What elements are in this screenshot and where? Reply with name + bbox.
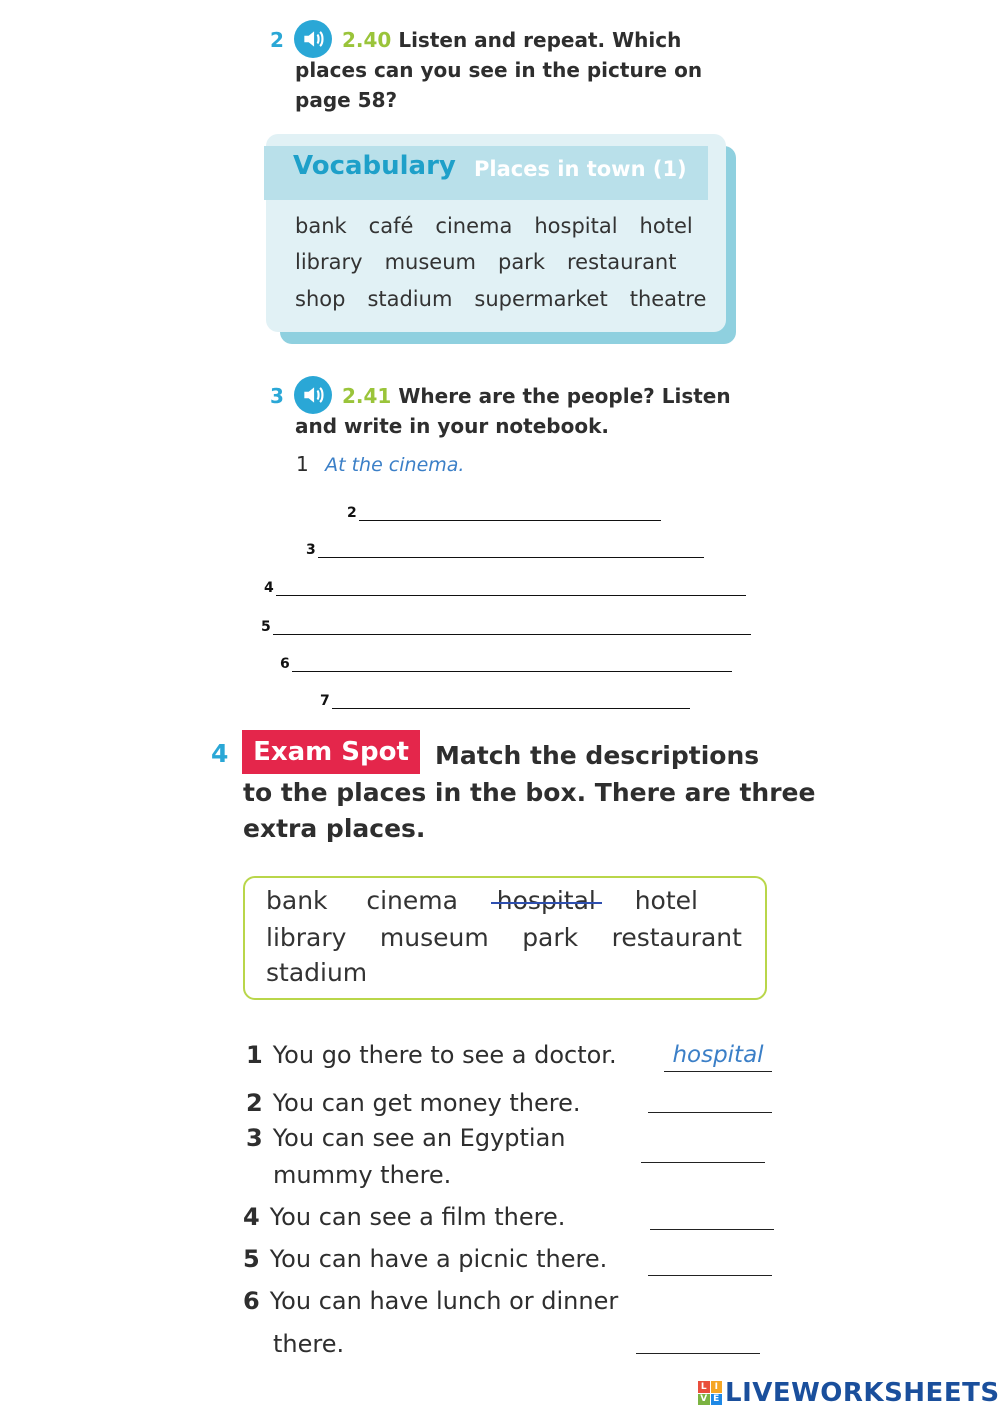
- logo-text: LIVEWORKSHEETS: [725, 1378, 1000, 1408]
- vocabulary-row-3: [295, 287, 728, 311]
- answer-line-number: 7: [320, 693, 330, 709]
- track-number: 2.40: [342, 28, 392, 52]
- audio-play-button-2[interactable]: [294, 20, 332, 58]
- exercise-3-instruction-line1: [342, 381, 731, 411]
- vocab-word: bank: [295, 214, 347, 238]
- question-2: [246, 1089, 580, 1117]
- exercise-4-instruction-line3: extra places.: [243, 814, 426, 843]
- question-text: You can have a picnic there.: [269, 1245, 608, 1273]
- exercise-4-instruction-line2: to the places in the box. There are three: [243, 778, 816, 807]
- example-answer: At the cinema.: [325, 454, 465, 476]
- vocab-word: café: [368, 214, 414, 238]
- exercise-3-number: 3: [270, 384, 284, 408]
- box-word: park: [522, 923, 579, 952]
- answer-line-2: [347, 505, 661, 521]
- answer-line-number: 3: [306, 542, 316, 558]
- answer-field-2[interactable]: [648, 1082, 772, 1113]
- answer-line-number: 4: [264, 580, 274, 596]
- exercise-3-instruction-line2: and write in your notebook.: [295, 414, 609, 438]
- answer-input-7[interactable]: [332, 694, 690, 709]
- vocab-word: library: [295, 250, 363, 274]
- question-text: You go there to see a doctor.: [272, 1041, 617, 1069]
- answer-input-6[interactable]: [292, 657, 732, 672]
- audio-play-button-3[interactable]: [294, 376, 332, 414]
- vocab-word: hospital: [534, 214, 618, 238]
- question-text: You can see a film there.: [269, 1203, 566, 1231]
- vocab-word: cinema: [435, 214, 513, 238]
- answer-input-2[interactable]: [359, 506, 661, 521]
- answer-field-5[interactable]: [648, 1245, 772, 1276]
- box-word: stadium: [266, 958, 368, 987]
- logo-letter: V: [698, 1394, 710, 1406]
- exercise-2-instruction-line1: [342, 25, 681, 55]
- vocab-word: park: [497, 250, 545, 274]
- exercise-4-number: 4: [211, 739, 229, 768]
- box-word: bank: [266, 886, 328, 915]
- vocabulary-row-1: [295, 214, 715, 238]
- word-box-row-1: [266, 886, 698, 915]
- exercise-2-number: 2: [270, 28, 284, 52]
- exercise-2-instruction-line3: page 58?: [295, 88, 398, 112]
- exam-spot-badge: Exam Spot: [242, 730, 420, 774]
- vocabulary-row-2: [295, 250, 698, 274]
- question-3: [246, 1124, 565, 1152]
- answer-input-3[interactable]: [318, 543, 704, 558]
- question-6-continued: there.: [273, 1330, 345, 1358]
- question-text: You can get money there.: [272, 1089, 581, 1117]
- question-number: 5: [243, 1245, 260, 1273]
- answer-field-4[interactable]: [650, 1199, 774, 1230]
- liveworksheets-logo-icon: [698, 1381, 722, 1405]
- vocab-word: hotel: [639, 214, 693, 238]
- liveworksheets-logo[interactable]: [698, 1378, 1000, 1408]
- answer-line-3: [306, 542, 704, 558]
- speaker-icon: [300, 26, 326, 52]
- answer-field-1[interactable]: hospital: [664, 1041, 772, 1072]
- question-number: 3: [246, 1124, 263, 1152]
- vocab-word: stadium: [367, 287, 453, 311]
- answer-input-5[interactable]: [273, 620, 751, 635]
- logo-letter: L: [698, 1381, 710, 1393]
- vocabulary-title: Vocabulary: [293, 151, 456, 181]
- example-number: 1: [296, 452, 309, 476]
- box-word: museum: [379, 923, 489, 952]
- logo-letter: I: [711, 1381, 723, 1393]
- exercise-4-instruction-line1: Match the descriptions: [435, 741, 760, 770]
- answer-line-number: 5: [261, 619, 271, 635]
- word-box-row-2: [266, 923, 742, 952]
- vocab-word: shop: [295, 287, 346, 311]
- answer-line-7: [320, 693, 690, 709]
- vocab-word: restaurant: [566, 250, 677, 274]
- question-number: 1: [246, 1041, 263, 1069]
- answer-field-3[interactable]: [641, 1132, 765, 1163]
- instruction-text: Listen and repeat. Which: [398, 28, 682, 52]
- box-word: cinema: [366, 886, 458, 915]
- logo-letter: E: [711, 1394, 723, 1406]
- answer-line-4: [264, 580, 746, 596]
- answer-line-5: [261, 619, 751, 635]
- vocab-word: museum: [384, 250, 476, 274]
- question-1: [246, 1041, 617, 1069]
- box-word: restaurant: [611, 923, 742, 952]
- question-6: [243, 1287, 618, 1315]
- instruction-text: Where are the people? Listen: [398, 384, 731, 408]
- vocabulary-subtitle: Places in town (1): [474, 157, 687, 181]
- question-number: 4: [243, 1203, 260, 1231]
- vocab-word: theatre: [629, 287, 707, 311]
- question-4: [243, 1203, 565, 1231]
- answer-field-6[interactable]: [636, 1323, 760, 1354]
- answer-input-4[interactable]: [276, 581, 746, 596]
- question-text: You can have lunch or dinner: [269, 1287, 619, 1315]
- box-word: hotel: [634, 886, 698, 915]
- exercise-2-instruction-line2: places can you see in the picture on: [295, 58, 703, 82]
- box-word: library: [266, 923, 347, 952]
- speaker-icon: [300, 382, 326, 408]
- track-number: 2.41: [342, 384, 392, 408]
- answer-line-number: 6: [280, 656, 290, 672]
- vocab-word: supermarket: [474, 287, 608, 311]
- question-3-continued: mummy there.: [273, 1161, 452, 1189]
- example-answer-row: [296, 452, 464, 476]
- question-number: 2: [246, 1089, 263, 1117]
- box-word-crossed-out: hospital: [496, 886, 596, 915]
- answer-line-number: 2: [347, 505, 357, 521]
- question-5: [243, 1245, 607, 1273]
- answer-line-6: [280, 656, 732, 672]
- word-box-row-3: [266, 958, 367, 987]
- question-number: 6: [243, 1287, 260, 1315]
- question-text: You can see an Egyptian: [272, 1124, 566, 1152]
